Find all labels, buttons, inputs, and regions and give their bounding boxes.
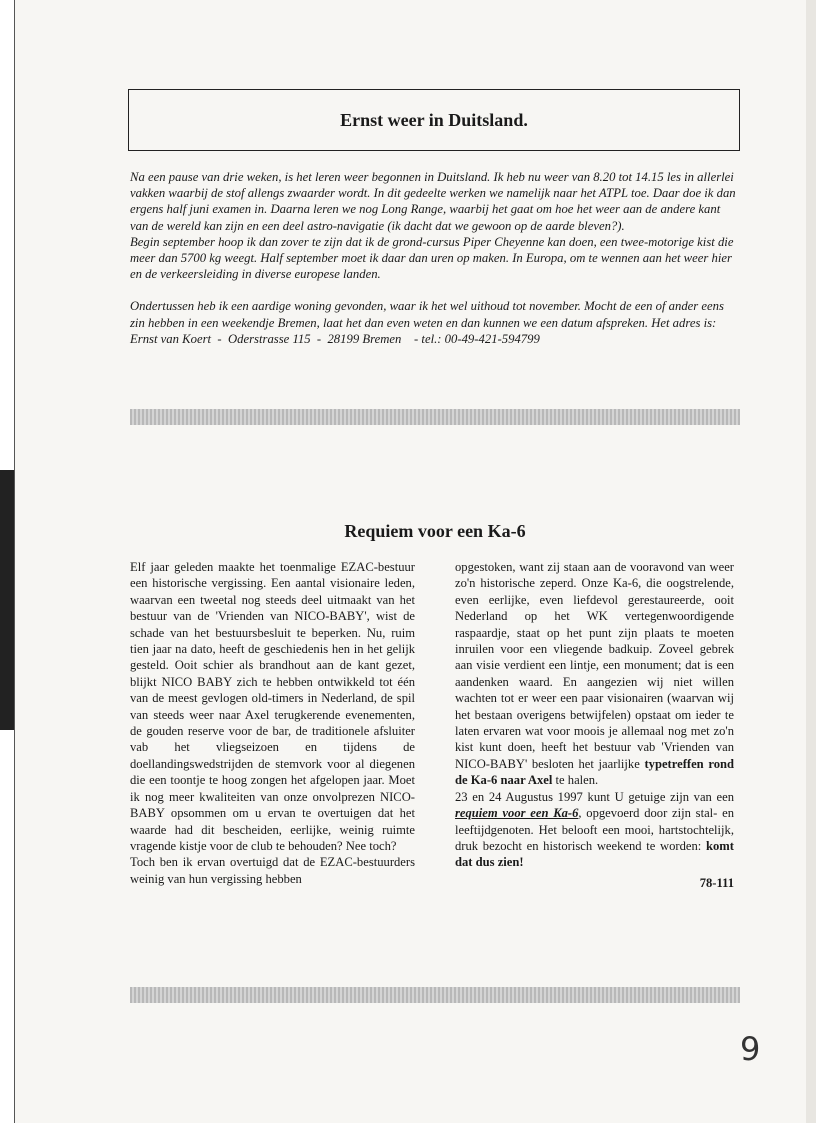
right-p2-start: 23 en 24 Augustus 1997 kunt U getuige zijn van een: [455, 789, 734, 804]
separator-band-bottom: [130, 987, 740, 1003]
page-number: 9: [740, 1030, 761, 1068]
article1-title: Ernst weer in Duitsland.: [128, 89, 740, 151]
article-reference: 78-111: [699, 875, 734, 890]
article1-address: Ernst van Koert - Oderstrasse 115 - 28199 Bremen - tel.: 00-49-421-594799: [130, 331, 540, 346]
right-p1-end: te halen.: [555, 773, 599, 788]
article1-paragraph-3: Ondertussen heb ik een aardige woning gevonden, waar ik het wel uithoud tot november. Mocht de een of ander eens zin hebben in een weekendje Bremen, laat het dan even weten en dan kunnen we een datum afspreken. Het adres is:: [130, 299, 724, 330]
page-spine-tab: [0, 470, 14, 730]
right-p1-bold: typetreffen rond de Ka-6 naar Axel: [455, 756, 734, 788]
article2-right-paragraph-2: [455, 789, 734, 871]
article1-paragraph-1: Na een pause van drie weken, is het leren weer begonnen in Duitsland. Ik heb nu weer van 8.20 tot 14.15 les in allerlei vakken waarbij de stof allengs zwaarder wordt. In dit gedeelte werken we namelijk naar het ATPL toe. Daar doe ik dan ergens half juni examen in. Daarna leren we nog Long Range, waarbij het gaat om hoe het weer aan de andere kant van de wereld kan zijn en een deel astro-navigatie (ik dacht dat we gewoon op de aarde bleven?).: [130, 170, 736, 233]
article2-right-paragraph-1: [455, 559, 734, 789]
article2-column-left: [130, 559, 415, 887]
article2-column-right: [455, 559, 734, 891]
article1-paragraph-2: Begin september hoop ik dan zover te zijn dat ik de grond-cursus Piper Cheyenne kan doen, een twee-motorige kist die meer dan 5700 kg weegt. Half september moet ik daar dan uren op maken. In Europa, om te wennen aan het weer hier en de verkeersleiding in diverse europese landen.: [130, 234, 734, 282]
right-p1-text: opgestoken, want zij staan aan de vooravond van weer zo'n historische zeperd. Onze Ka-6, die oogstrelende, even eerlijke, even liefdevol gerestaureerde, ooit Nederland op het WK vertegenwoordigende raspaardje, staat op het punt zijn plaats te moeten inruilen voor een vliegende badkuip. Zoveel gebrek aan visie verdient een lintje, een monument; dat is een aandenken waard. En aangezien wij niet willen wachten tot er weer een paar visionairen (waarvan wij het bestaan overigens betwijfelen) opstaat om ieder te laten ervaren wat voor moois je allemaal nog met zo'n kist kunt doen, heeft het bestuur vab 'Vrienden van NICO-BABY' besloten het jaarlijke: [455, 560, 734, 771]
article1-body: [130, 169, 740, 363]
right-p2-emphasis: requiem voor een Ka-6: [455, 806, 579, 821]
article2-title: Requiem voor een Ka-6: [344, 521, 526, 541]
article2-left-paragraph-2: Toch ben ik ervan overtuigd dat de EZAC-bestuurders weinig van hun vergissing hebben: [130, 855, 415, 886]
right-p2-mid: , opgevoerd door zijn stal- en leeftijdgenoten. Het belooft een mooi, hartstochtelijk, druk bezocht en historisch weekend te worden:: [455, 806, 734, 853]
right-p2-bold: komt dat dus zien!: [455, 838, 734, 870]
page-edge-right: [806, 0, 816, 1123]
separator-band: [130, 409, 740, 425]
article2-left-paragraph-1: Elf jaar geleden maakte het toenmalige EZAC-bestuur een historische vergissing. Een aantal visionaire leden, waarvan een tweetal nog steeds deel uitmaakt van het bestuur van de 'Vrienden van NICO-BABY', wist de schade van het bestuursbesluit te beperken. Nu, ruim tien jaar na dato, heeft de geschiedenis hen in het gelijk gesteld. Ooit schier als brandhout aan de kant gezet, blijkt NICO BABY zich te hebben ontwikkeld tot één van de meest gevlogen old-timers in Nederland, de spil van steeds weer naar Axel terugkerende evenementen, de gouden reserve voor de bar, de traditionele afsluiter vab het vliegseizoen en tijdens de doellandingswedstrijden de stemvork voor al diegenen die een toontje te hoog zongen het afgelopen jaar. Moet ik nog meer kwaliteiten van onze onvolprezen NICO-BABY opsommen om u ervan te overtuigen dat het waarde had dit bescheiden, eerlijke, weinig ruimte vragende kistje voor de club te behouden? Nee toch?: [130, 560, 415, 853]
